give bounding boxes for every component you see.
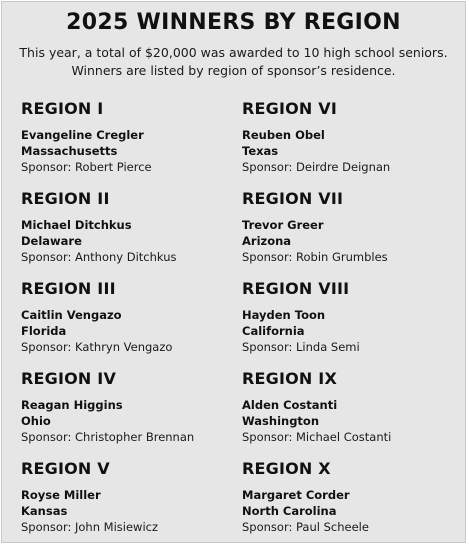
winner-state: Florida (21, 324, 67, 338)
intro-line-1: This year, a total of $20,000 was awarded to 10 high school seniors. (19, 45, 448, 60)
region-title: REGION II (21, 189, 110, 208)
sponsor-name: Sponsor: Robert Pierce (21, 160, 152, 174)
region-1 (21, 99, 241, 189)
winner-name: Caitlin Vengazo (21, 308, 122, 322)
winner-state: Delaware (21, 234, 82, 248)
intro-text (2, 44, 465, 80)
winner-state: Ohio (21, 414, 51, 428)
winner-state: California (242, 324, 305, 338)
region-title: REGION VI (242, 99, 338, 118)
region-3 (21, 279, 241, 369)
winner-name: Hayden Toon (242, 308, 326, 322)
region-title: REGION X (242, 459, 331, 478)
region-8 (242, 279, 462, 369)
left-column (21, 99, 241, 549)
region-10 (242, 459, 462, 549)
winner-name: Alden Costanti (242, 398, 338, 412)
region-4 (21, 369, 241, 459)
sponsor-name: Sponsor: Robin Grumbles (242, 250, 388, 264)
winner-name: Margaret Corder (242, 488, 350, 502)
region-title: REGION VIII (242, 279, 350, 298)
winners-card (1, 1, 466, 543)
region-2 (21, 189, 241, 279)
region-9 (242, 369, 462, 459)
winner-name: Reuben Obel (242, 128, 325, 142)
intro-line-2: Winners are listed by region of sponsor’s residence. (71, 63, 396, 78)
region-title: REGION IV (21, 369, 117, 388)
winner-name: Evangeline Cregler (21, 128, 144, 142)
region-title: REGION III (21, 279, 116, 298)
sponsor-name: Sponsor: Michael Costanti (242, 430, 392, 444)
sponsor-name: Sponsor: Anthony Ditchkus (21, 250, 177, 264)
region-title: REGION VII (242, 189, 344, 208)
winner-state: Kansas (21, 504, 68, 518)
sponsor-name: Sponsor: Kathryn Vengazo (21, 340, 173, 354)
winner-name: Royse Miller (21, 488, 101, 502)
winner-state: Texas (242, 144, 279, 158)
region-title: REGION I (21, 99, 104, 118)
sponsor-name: Sponsor: Linda Semi (242, 340, 360, 354)
winner-state: Washington (242, 414, 320, 428)
region-title: REGION IX (242, 369, 337, 388)
region-7 (242, 189, 462, 279)
page-title: 2025 WINNERS BY REGION (66, 10, 401, 35)
winner-state: North Carolina (242, 504, 337, 518)
winner-name: Trevor Greer (242, 218, 324, 232)
winner-state: Arizona (242, 234, 292, 248)
sponsor-name: Sponsor: Paul Scheele (242, 520, 369, 534)
winner-name: Michael Ditchkus (21, 218, 132, 232)
region-6 (242, 99, 462, 189)
sponsor-name: Sponsor: Deirdre Deignan (242, 160, 391, 174)
sponsor-name: Sponsor: Christopher Brennan (21, 430, 195, 444)
region-5 (21, 459, 241, 549)
winner-name: Reagan Higgins (21, 398, 123, 412)
winner-state: Massachusetts (21, 144, 118, 158)
sponsor-name: Sponsor: John Misiewicz (21, 520, 159, 534)
region-title: REGION V (21, 459, 110, 478)
right-column (242, 99, 462, 549)
